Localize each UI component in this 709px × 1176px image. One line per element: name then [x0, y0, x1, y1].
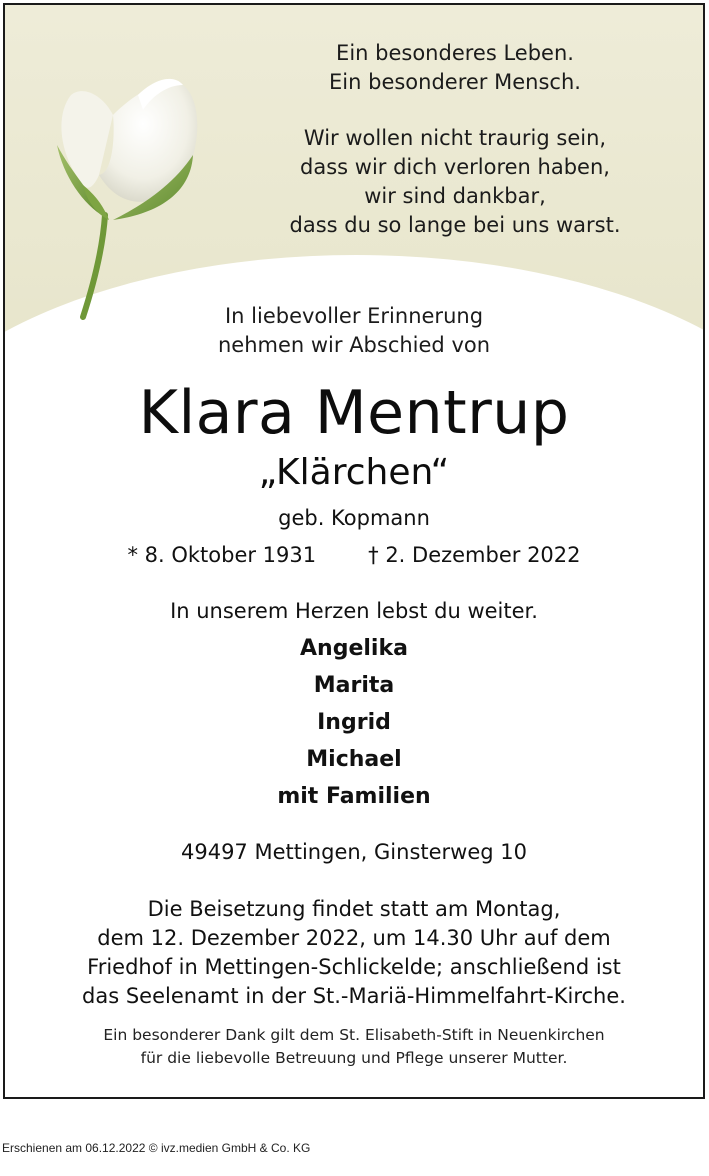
birth-date: * 8. Oktober 1931 — [127, 543, 317, 567]
mourner-name: Marita — [313, 673, 395, 698]
deceased-nickname: „Klärchen“ — [258, 452, 450, 493]
publication-footer: Erschienen am 06.12.2022 © ivz.medien GmbH & Co. KG — [2, 1141, 311, 1155]
burial-info — [5, 895, 703, 1011]
poem-line: dass wir dich verloren haben, — [300, 155, 610, 179]
burial-line: dem 12. Dezember 2022, um 14.30 Uhr auf dem — [97, 926, 611, 950]
mourner-name: Ingrid — [317, 710, 391, 735]
address: 49497 Mettingen, Ginsterweg 10 — [180, 840, 527, 864]
intro-line: In liebevoller Erinnerung — [224, 304, 484, 328]
burial-line: Friedhof in Mettingen-Schlickelde; anschließend ist — [87, 955, 621, 979]
mourners-list — [5, 630, 703, 815]
life-dates — [5, 540, 703, 570]
thanks-note — [5, 1024, 703, 1070]
maiden-name: geb. Kopmann — [278, 506, 430, 530]
mourner-name: Michael — [306, 747, 402, 772]
poem-line: dass du so lange bei uns warst. — [289, 213, 621, 237]
poem-line: wir sind dankbar, — [364, 184, 546, 208]
poem-line: Ein besonderes Leben. — [336, 41, 574, 65]
mourner-name: mit Familien — [277, 784, 431, 809]
thanks-line: für die liebevolle Betreuung und Pflege unserer Mutter. — [140, 1049, 568, 1067]
thanks-line: Ein besonderer Dank gilt dem St. Elisabeth-Stift in Neuenkirchen — [103, 1026, 605, 1044]
heart-line: In unserem Herzen lebst du weiter. — [170, 599, 538, 623]
mourner-name: Angelika — [300, 636, 408, 661]
burial-line: Die Beisetzung findet statt am Montag, — [147, 897, 561, 921]
poem-line: Ein besonderer Mensch. — [329, 70, 581, 94]
intro-line: nehmen wir Abschied von — [217, 333, 491, 357]
white-rose-icon — [43, 55, 223, 325]
poem — [235, 39, 675, 240]
obituary-card — [3, 3, 705, 1099]
poem-line: Wir wollen nicht traurig sein, — [303, 126, 607, 150]
intro-text — [5, 302, 703, 360]
burial-line: das Seelenamt in der St.-Mariä-Himmelfahrt-Kirche. — [82, 984, 626, 1008]
deceased-name: Klara Mentrup — [138, 378, 570, 448]
death-date: † 2. Dezember 2022 — [368, 543, 581, 567]
